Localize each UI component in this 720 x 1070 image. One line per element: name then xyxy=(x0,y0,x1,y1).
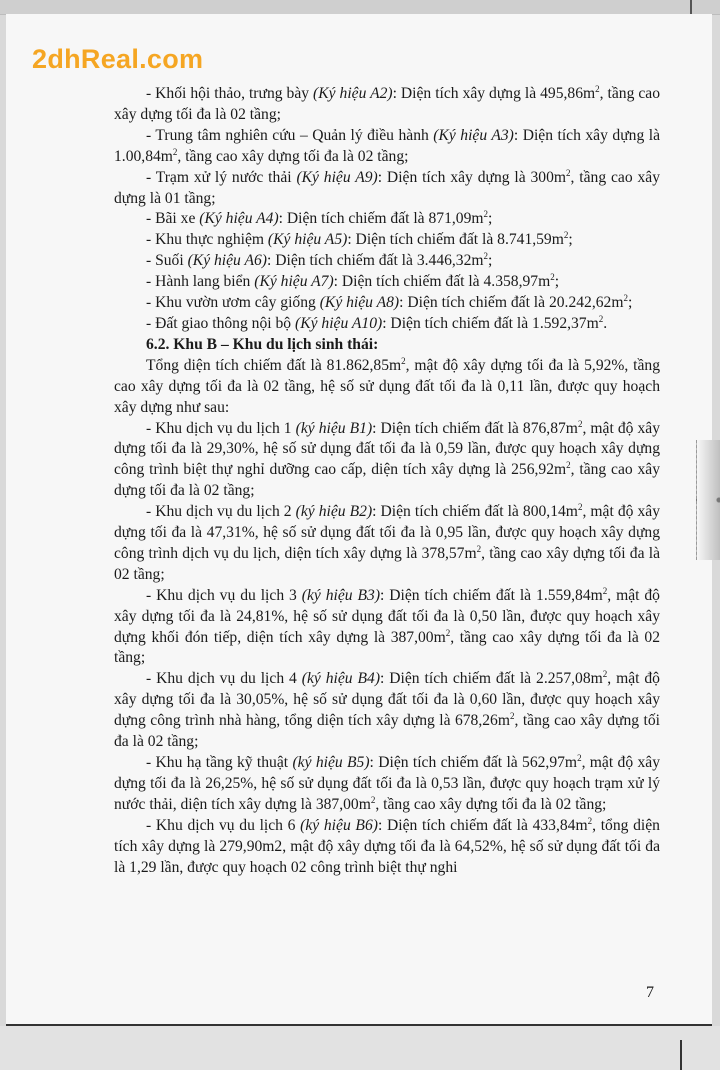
document-body xyxy=(114,84,660,878)
item-b6: - Khu dịch vụ du lịch 6 (ký hiệu B6): Diện tích chiếm đất là $433,84m^2$, tổng diện tích xây dựng là 279,90m2, mật độ xây dựng tối đa là 64,52%, hệ số sử dụng đất tối đa là 1,29 lần, được quy hoạch 02 công trình biệt thự nghi xyxy=(114,815,660,876)
watermark-logo: 2dhReal.com xyxy=(32,44,204,74)
item-a8: - Khu vườn ươm cây giống (Ký hiệu A8): Diện tích chiếm đất là $20.242,62m^2$; xyxy=(146,293,633,312)
item-b5: - Khu hạ tầng kỹ thuật (ký hiệu B5): Diện tích chiếm đất là $562,97m^2$, mật độ xây dựng tối đa là 26,25%, hệ số sử dụng đất tối đa là 0,53 lần, được quy hoạch trạm xử lý nước thải, diện tích xây dựng là $387,00m^2$, tầng cao xây dựng tối đa là 02 tầng; xyxy=(114,753,660,813)
item-a6: - Suối (Ký hiệu A6): Diện tích chiếm đất là $3.446,32m^2$; xyxy=(146,251,493,270)
item-a2: - Khối hội thảo, trưng bày (Ký hiệu A2): Diện tích xây dựng là $495,86m^2$, tầng cao xây dựng tối đa là 02 tầng; xyxy=(114,84,660,123)
next-page-strip xyxy=(0,1026,720,1070)
item-b4: - Khu dịch vụ du lịch 4 (ký hiệu B4): Diện tích chiếm đất là $2.257,08m^2$, mật độ xây dựng tối đa là 30,05%, hệ số sử dụng đất tối đa là 0,60 lần, được quy hoạch xây dựng công trình nhà hàng, tổng diện tích xây dựng là $678,26m^2$, tầng cao xây dựng tối đa là 02 tầng; xyxy=(114,669,660,751)
top-bar xyxy=(0,0,720,15)
seal-stamp-edge xyxy=(696,440,720,560)
section-intro: Tổng diện tích chiếm đất là $81.862,85m^2$, mật độ xây dựng tối đa là 5,92%, tầng cao xây dựng tối đa là 02 tầng, hệ số sử dụng đất tối đa là 0,11 lần, được quy hoạch xây dựng như sau: xyxy=(114,355,660,416)
bottom-mark xyxy=(680,1040,682,1070)
item-a3: - Trung tâm nghiên cứu – Quản lý điều hành (Ký hiệu A3): Diện tích xây dựng là $1.00,84m^2$, tầng cao xây dựng tối đa là 02 tầng; xyxy=(114,126,660,165)
item-b3: - Khu dịch vụ du lịch 3 (ký hiệu B3): Diện tích chiếm đất là $1.559,84m^2$, mật độ xây dựng tối đa là 24,81%, hệ số sử dụng đất tối đa là 0,50 lần, được quy hoạch xây dựng khối đón tiếp, diện tích xây dựng là $387,00m^2$, tầng cao xây dựng tối đa là 02 tầng; xyxy=(114,585,660,667)
item-b2: - Khu dịch vụ du lịch 2 (ký hiệu B2): Diện tích chiếm đất là $800,14m^2$, mật độ xây dựng tối đa là 47,31%, hệ số sử dụng đất tối đa là 0,95 lần, được quy hoạch xây dựng công trình dịch vụ du lịch, diện tích xây dựng là $378,57m^2$, tầng cao xây dựng tối đa là 02 tầng; xyxy=(114,502,660,583)
top-mark xyxy=(690,0,692,14)
item-a4: - Bãi xe (Ký hiệu A4): Diện tích chiếm đất là $871,09m^2$; xyxy=(146,209,493,228)
item-a5: - Khu thực nghiệm (Ký hiệu A5): Diện tích chiếm đất là $8.741,59m^2$; xyxy=(146,230,573,249)
item-a7: - Hành lang biển (Ký hiệu A7): Diện tích chiếm đất là $4.358,97m^2$; xyxy=(146,272,560,291)
page-number: 7 xyxy=(646,984,654,1001)
item-a9: - Trạm xử lý nước thải (Ký hiệu A9): Diện tích xây dựng là $300m^2$, tầng cao xây dựng là 01 tầng; xyxy=(114,167,660,207)
item-a10: - Đất giao thông nội bộ (Ký hiệu A10): Diện tích chiếm đất là $1.592,37m^2$. xyxy=(146,313,608,332)
section-heading: 6.2. Khu B – Khu du lịch sinh thái: xyxy=(146,335,379,353)
item-b1: - Khu dịch vụ du lịch 1 (ký hiệu B1): Diện tích chiếm đất là $876,87m^2$, mật độ xây dựng tối đa là 29,30%, hệ số sử dụng đất tối đa là 0,59 lần, được quy hoạch xây dựng công trình biệt thự nghỉ dưỡng cao cấp, diện tích xây dựng là $256,92m^2$, tầng cao xây dựng tối đa là 02 tầng; xyxy=(114,418,660,500)
